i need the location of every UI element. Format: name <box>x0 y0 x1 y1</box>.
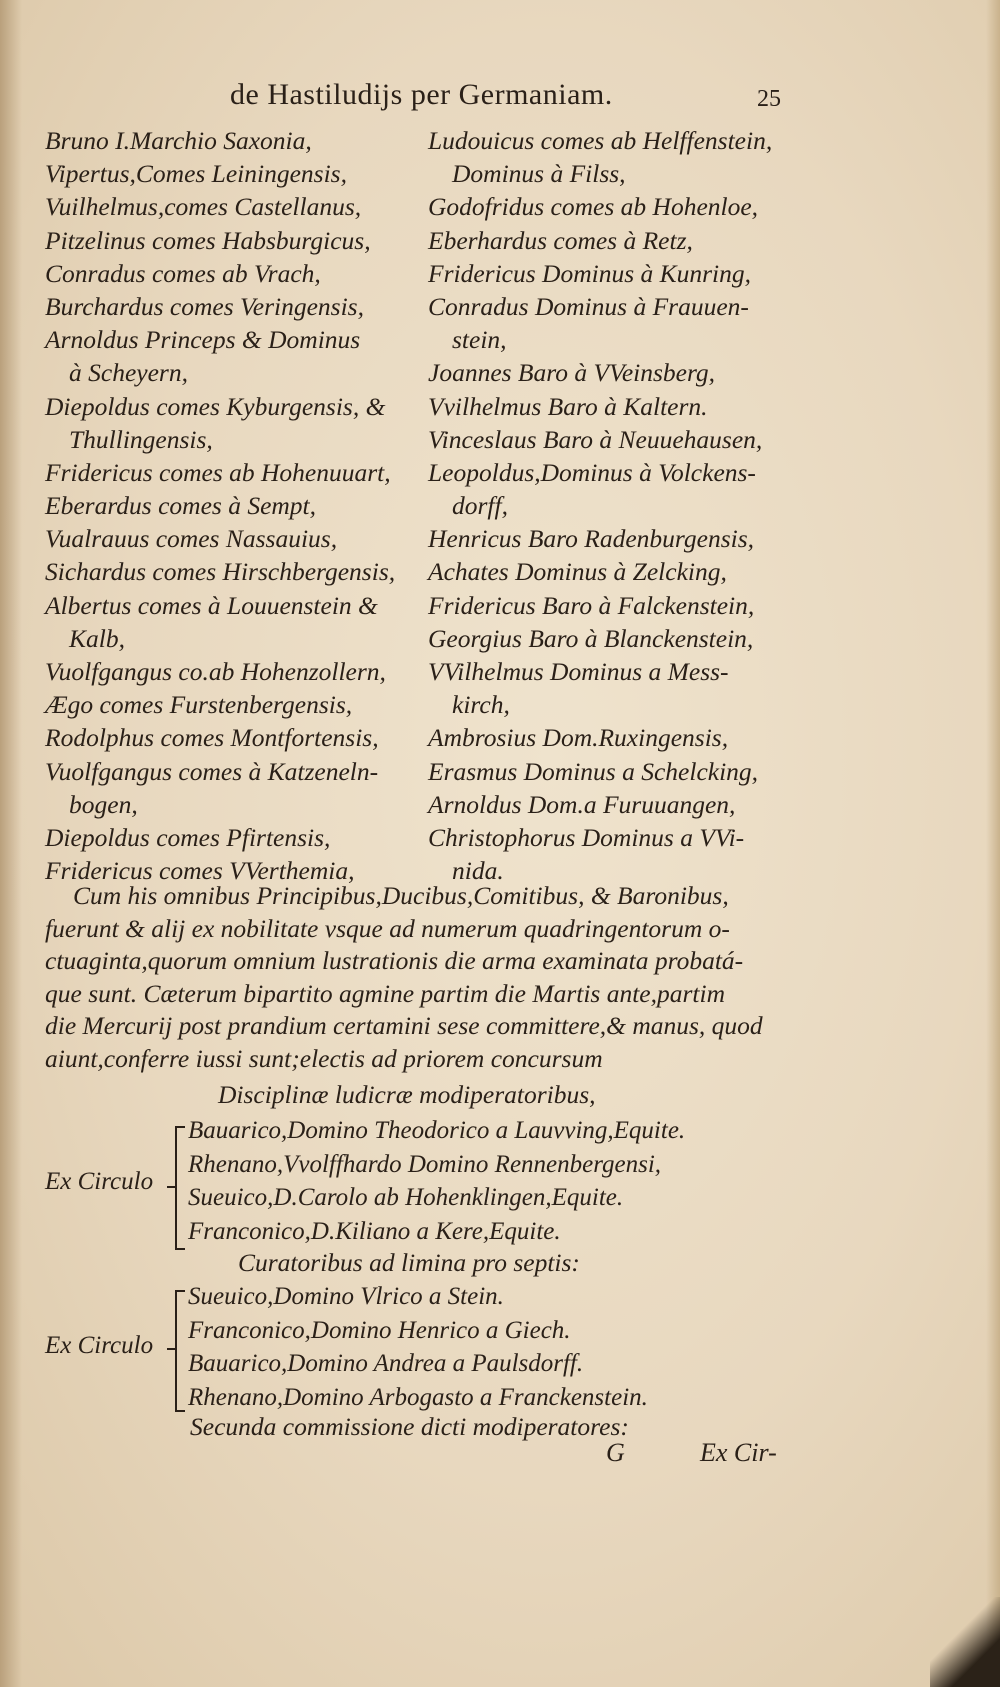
list-item: Sichardus comes Hirschbergensis, <box>45 557 396 587</box>
list-item: Sueuico,D.Carolo ab Hohenklingen,Equite. <box>188 1184 624 1211</box>
list-item: Burchardus comes Veringensis, <box>45 291 364 321</box>
paragraph-line: aiunt,conferre iussi sunt;electis ad priorem concursum <box>45 1043 603 1073</box>
list-item: Christophorus Dominus a VVi- <box>428 822 745 852</box>
ex-circulo-label: Ex Circulo <box>45 1168 154 1195</box>
list-item: Vualrauus comes Nassauius, <box>45 524 338 554</box>
list-item: Bruno I.Marchio Saxonia, <box>45 126 312 155</box>
list-item-continuation: bogen, <box>69 789 138 819</box>
brace-bracket <box>175 1126 185 1250</box>
list-item: Albertus comes à Louuenstein & <box>45 590 378 620</box>
list-item: Henricus Baro Radenburgensis, <box>428 524 755 554</box>
list-item: Vvilhelmus Baro à Kaltern. <box>428 391 708 421</box>
list-item-continuation: kirch, <box>452 690 510 720</box>
page-corner-shadow <box>930 1597 1000 1687</box>
page-gutter-shadow <box>0 0 22 1687</box>
list-item: Diepoldus comes Kyburgensis, & <box>45 391 386 421</box>
list-item: Godofridus comes ab Hohenloe, <box>428 192 759 222</box>
list-item: Franconico,Domino Henrico a Giech. <box>188 1316 571 1344</box>
catchword: Ex Cir- <box>700 1438 777 1467</box>
list-item: Ambrosius Dom.Ruxingensis, <box>428 723 729 753</box>
section-caption-modiperatores: Disciplinæ ludicræ modiperatoribus, <box>218 1080 596 1109</box>
page-number: 25 <box>757 86 781 112</box>
brace-point <box>167 1348 175 1350</box>
list-item: Pitzelinus comes Habsburgicus, <box>45 225 371 255</box>
paragraph-line: die Mercurij post prandium certamini sese committere,& manus, quod <box>45 1011 763 1041</box>
list-item: Fridericus Baro à Falckenstein, <box>428 590 755 620</box>
list-item: Diepoldus comes Pfirtensis, <box>45 822 331 852</box>
list-item: Eberardus comes à Sempt, <box>45 491 317 521</box>
list-item: Eberhardus comes à Retz, <box>428 225 693 255</box>
list-item: Vuolfgangus co.ab Hohenzollern, <box>45 657 386 686</box>
list-item: Georgius Baro à Blanckenstein, <box>428 623 754 653</box>
section-caption-curatores: Curatoribus ad limina pro septis: <box>238 1248 580 1277</box>
list-item: Franconico,D.Kiliano a Kere,Equite. <box>188 1217 561 1245</box>
list-item: Ludouicus comes ab Helffenstein, <box>428 126 773 155</box>
list-item: VVilhelmus Dominus a Mess- <box>428 657 729 686</box>
left-name-column <box>45 124 395 887</box>
list-item: Arnoldus Dom.a Furuuangen, <box>428 789 736 819</box>
list-item: Conradus comes ab Vrach, <box>45 258 321 288</box>
list-item: Vipertus,Comes Leiningensis, <box>45 159 347 189</box>
circle-assignment-group <box>188 1114 685 1248</box>
body-paragraph <box>45 880 785 1076</box>
list-item-continuation: à Scheyern, <box>69 358 188 388</box>
list-item: Leopoldus,Dominus à Volckens- <box>428 457 756 487</box>
list-item: Joannes Baro à VVeinsberg, <box>428 358 716 388</box>
signature-mark: G <box>606 1438 625 1467</box>
list-item: Sueuico,Domino Vlrico a Stein. <box>188 1283 504 1310</box>
list-item: Achates Dominus à Zelcking, <box>428 557 727 587</box>
list-item: Fridericus Dominus à Kunring, <box>428 258 752 288</box>
list-item: Vinceslaus Baro à Neuuehausen, <box>428 424 763 454</box>
list-item-continuation: Dominus à Filss, <box>452 159 626 189</box>
list-item: Conradus Dominus à Frauuen- <box>428 291 749 321</box>
list-item: Bauarico,Domino Theodorico a Lauvving,Equite. <box>188 1117 686 1144</box>
list-item-continuation: stein, <box>452 325 507 355</box>
list-item: Bauarico,Domino Andrea a Paulsdorff. <box>188 1350 584 1377</box>
paragraph-line: ctuaginta,quorum omnium lustrationis die arma examinata probatá- <box>45 946 744 976</box>
list-item: Fridericus comes VVerthemia, <box>45 856 355 886</box>
brace-point <box>167 1186 175 1188</box>
paragraph-line: fuerunt & alij ex nobilitate vsque ad numerum quadringentorum o- <box>45 913 730 943</box>
paragraph-line: que sunt. Cæterum bipartito agmine partim die Martis ante,partim <box>45 978 725 1008</box>
ex-circulo-label: Ex Circulo <box>45 1332 154 1359</box>
list-item-continuation: Thullingensis, <box>69 424 213 454</box>
paragraph-line: Cum his omnibus Principibus,Ducibus,Comitibus, & Baronibus, <box>73 881 729 910</box>
list-item: Vuilhelmus,comes Castellanus, <box>45 192 362 222</box>
list-item: Rodolphus comes Montfortensis, <box>45 723 379 753</box>
circle-assignment-group <box>188 1280 648 1414</box>
closing-line: Secunda commissione dicti modiperatores: <box>190 1412 629 1441</box>
list-item-continuation: nida. <box>452 856 504 886</box>
page-edge-shadow <box>986 0 1000 1687</box>
list-item: Vuolfgangus comes à Katzeneln- <box>45 756 379 786</box>
list-item: Rhenano,Vvolffhardo Domino Rennenbergensi, <box>188 1150 662 1178</box>
list-item: Ægo comes Furstenbergensis, <box>45 690 353 720</box>
list-item-continuation: Kalb, <box>69 623 125 653</box>
list-item: Fridericus comes ab Hohenuuart, <box>45 457 391 487</box>
list-item: Erasmus Dominus a Schelcking, <box>428 756 759 786</box>
list-item: Rhenano,Domino Arbogasto a Franckenstein. <box>188 1383 648 1411</box>
list-item: Arnoldus Princeps & Dominus <box>45 325 361 355</box>
right-name-column <box>428 124 772 887</box>
brace-bracket <box>175 1290 185 1412</box>
list-item-continuation: dorff, <box>452 491 508 521</box>
running-title: de Hastiludijs per Germaniam. <box>230 78 613 111</box>
